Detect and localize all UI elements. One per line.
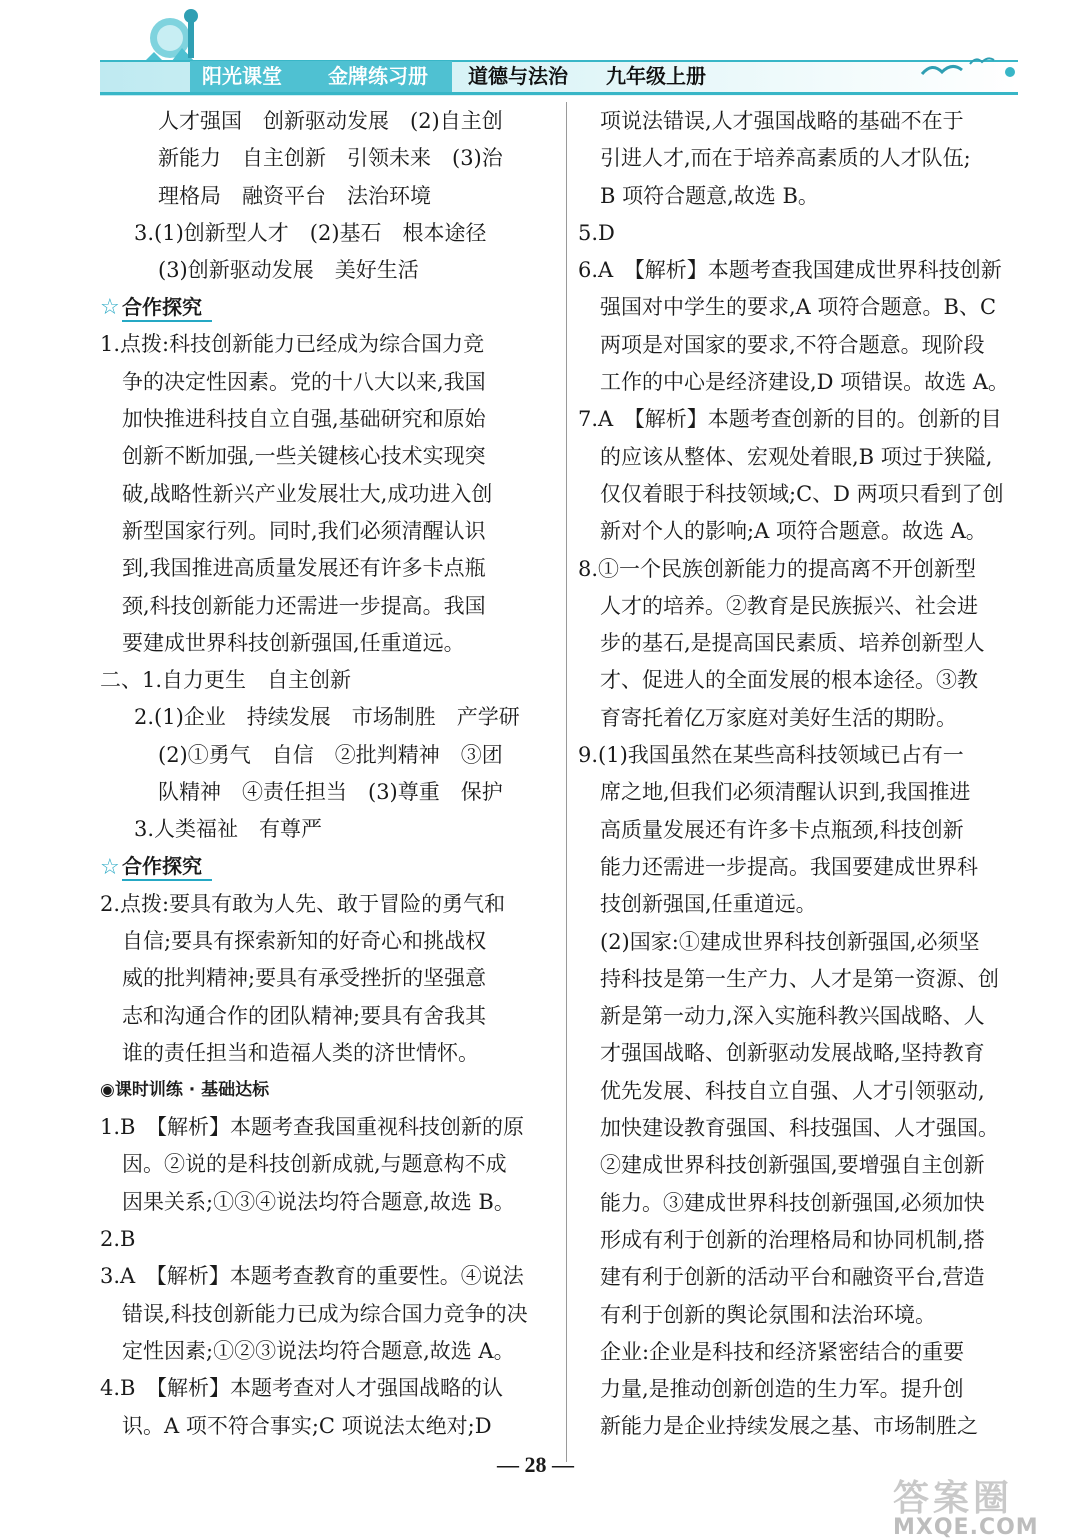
grade-title: 九年级上册 xyxy=(606,64,706,88)
text-line: 新型国家行列。同时,我们必须清醒认识 xyxy=(122,518,486,543)
text-line: B 项符合题意,故选 B。 xyxy=(600,183,819,208)
text-line: 人才的培养。②教育是民族振兴、社会进 xyxy=(600,593,978,618)
text-line: 破,战略性新兴产业发展壮大,成功进入创 xyxy=(122,481,493,506)
text-line: 形成有利于创新的治理格局和协同机制,搭 xyxy=(600,1227,985,1252)
text-line: 人才强国 创新驱动发展 (2)自主创 xyxy=(158,109,503,133)
text-line: 因。②说的是科技创新成就,与题意构不成 xyxy=(122,1152,507,1177)
text-line: 才、促进人的全面发展的根本途径。③教 xyxy=(600,668,978,693)
text-line: 强国对中学生的要求,A 项符合题意。B、C xyxy=(600,295,997,320)
text-line: 要建成世界科技创新强国,任重道远。 xyxy=(122,630,465,655)
text-line: 8.①一个民族创新能力的提高离不开创新型 xyxy=(578,556,977,581)
text-line: 到,我国推进高质量发展还有许多卡点瓶 xyxy=(122,556,486,581)
text-line: 能力。③建成世界科技创新强国,必须加快 xyxy=(600,1190,985,1215)
column-divider xyxy=(566,102,567,1462)
text-line: 5.D xyxy=(578,220,615,245)
text-line: 加快推进科技自立自强,基础研究和原始 xyxy=(122,407,486,432)
star-icon: ☆ xyxy=(100,854,120,880)
text-line: 1.B 【解析】本题考查我国重视科技创新的原 xyxy=(100,1115,524,1140)
text-line: 谁的责任担当和造福人类的济世情怀。 xyxy=(122,1040,479,1065)
text-line: 新对个人的影响;A 项符合题意。故选 A。 xyxy=(600,519,987,544)
text-line: ②建成世界科技创新强国,要增强自主创新 xyxy=(600,1153,985,1178)
text-line: 4.B 【解析】本题考查对人才强国战略的认 xyxy=(100,1376,503,1401)
section-label: 合作探究 xyxy=(122,294,212,322)
text-line: 威的批判精神;要具有承受挫折的坚强意 xyxy=(122,966,487,991)
text-line: 颈,科技创新能力还需进一步提高。我国 xyxy=(122,593,486,618)
text-line: 3.人类福祉 有尊严 xyxy=(134,817,323,842)
text-line: 自信;要具有探索新知的好奇心和挑战权 xyxy=(122,928,487,953)
text-line: 持科技是第一生产力、人才是第一资源、创 xyxy=(600,966,999,991)
text-line: 9.(1)我国虽然在某些高科技领域已占有一 xyxy=(578,743,964,768)
text-line: 2.B xyxy=(100,1227,136,1252)
text-line: 加快建设教育强国、科技强国、人才强国。 xyxy=(600,1116,999,1141)
text-line: 建有利于创新的活动平台和融资平台,营造 xyxy=(600,1265,985,1290)
text-line: 项说法错误,人才强国战略的基础不在于 xyxy=(600,109,964,133)
text-line: 企业:企业是科技和经济紧密结合的重要 xyxy=(600,1339,965,1364)
text-line: 理格局 融资平台 法治环境 xyxy=(158,183,431,208)
text-line: 高质量发展还有许多卡点瓶颈,科技创新 xyxy=(600,817,964,842)
right-column xyxy=(578,103,1020,1446)
text-line: 技创新强国,任重道远。 xyxy=(600,892,817,917)
text-line: 新是第一动力,深入实施科教兴国战略、人 xyxy=(600,1004,985,1029)
text-line: 优先发展、科技自立自强、人才引领驱动, xyxy=(600,1078,985,1103)
text-line: 识。A 项不符合事实;C 项说法太绝对;D xyxy=(122,1413,492,1438)
text-line: 1.点拨:科技创新能力已经成为综合国力竞 xyxy=(100,332,485,357)
text-line: 因果关系;①③④说法均符合题意,故选 B。 xyxy=(122,1189,515,1214)
series-title: 阳光课堂 xyxy=(202,64,282,88)
subject-title: 道德与法治 xyxy=(468,64,568,88)
text-line: 引进人才,而在于培养高素质的人才队伍; xyxy=(600,146,971,171)
text-line: 有利于创新的舆论氛围和法治环境。 xyxy=(600,1302,936,1327)
text-line: 错误,科技创新能力已成为综合国力竞争的决 xyxy=(122,1301,528,1326)
text-line: 7.A 【解析】本题考查创新的目的。创新的目 xyxy=(578,407,1002,432)
text-line: 3.(1)创新型人才 (2)基石 根本途径 xyxy=(134,220,487,245)
text-line: 力量,是推动创新创造的生力军。提升创 xyxy=(600,1377,964,1402)
text-line: 创新不断加强,一些关键核心技术实现突 xyxy=(122,444,486,469)
page-header xyxy=(0,0,1071,100)
text-line: (2)①勇气 自信 ②批判精神 ③团 xyxy=(158,742,503,767)
text-line: (3)创新驱动发展 美好生活 xyxy=(158,258,419,283)
watermark xyxy=(893,1470,1063,1540)
text-line: 新能力是企业持续发展之基、市场制胜之 xyxy=(600,1414,978,1439)
text-line: 志和沟通合作的团队精神;要具有舍我其 xyxy=(122,1003,487,1028)
text-line: 2.(1)企业 持续发展 市场制胜 产学研 xyxy=(134,705,520,730)
text-line: 队精神 ④责任担当 (3)尊重 保护 xyxy=(158,780,503,805)
text-line: 才强国战略、创新驱动发展战略,坚持教育 xyxy=(600,1041,985,1066)
text-line: (2)国家:①建成世界科技创新强国,必须坚 xyxy=(600,929,980,954)
text-line: 二、1.自力更生 自主创新 xyxy=(100,668,352,693)
text-line: 仅仅着眼于科技领域;C、D 两项只看到了创 xyxy=(600,481,1004,506)
seagull-icon xyxy=(914,44,1024,88)
text-line: 育寄托着亿万家庭对美好生活的期盼。 xyxy=(600,705,957,730)
section-label: 合作探究 xyxy=(122,853,212,881)
text-line: 争的决定性因素。党的十八大以来,我国 xyxy=(122,369,486,394)
section-heading xyxy=(100,849,560,886)
section-title: ◉课时训练 · 基础达标 xyxy=(100,1080,270,1101)
text-line: 步的基石,是提高国民素质、培养创新型人 xyxy=(600,631,985,656)
watermark-logo: 答案圈 xyxy=(893,1478,1014,1519)
watermark-url: MXQE.COM xyxy=(893,1515,1039,1540)
text-line: 新能力 自主创新 引领未来 (3)治 xyxy=(158,146,503,171)
text-line: 的应该从整体、宏观处着眼,B 项过于狭隘, xyxy=(600,444,993,469)
left-column xyxy=(100,103,560,1445)
text-line: 2.点拨:要具有敢为人先、敢于冒险的勇气和 xyxy=(100,891,506,916)
header-rule xyxy=(100,92,1018,95)
text-line: 6.A 【解析】本题考查我国建成世界科技创新 xyxy=(578,258,1002,283)
book-title: 金牌练习册 xyxy=(328,64,428,88)
text-line: 定性因素;①②③说法均符合题意,故选 A。 xyxy=(122,1338,515,1363)
text-line: 席之地,但我们必须清醒认识到,我国推进 xyxy=(600,780,971,805)
text-line: 两项是对国家的要求,不符合题意。现阶段 xyxy=(600,332,985,357)
text-line: 工作的中心是经济建设,D 项错误。故选 A。 xyxy=(600,370,1010,395)
section-heading xyxy=(100,289,560,326)
text-line: 3.A 【解析】本题考查教育的重要性。④说法 xyxy=(100,1264,524,1289)
text-line: 能力还需进一步提高。我国要建成世界科 xyxy=(600,854,978,879)
page-number: — 28 — xyxy=(497,1452,574,1477)
star-icon: ☆ xyxy=(100,295,120,321)
